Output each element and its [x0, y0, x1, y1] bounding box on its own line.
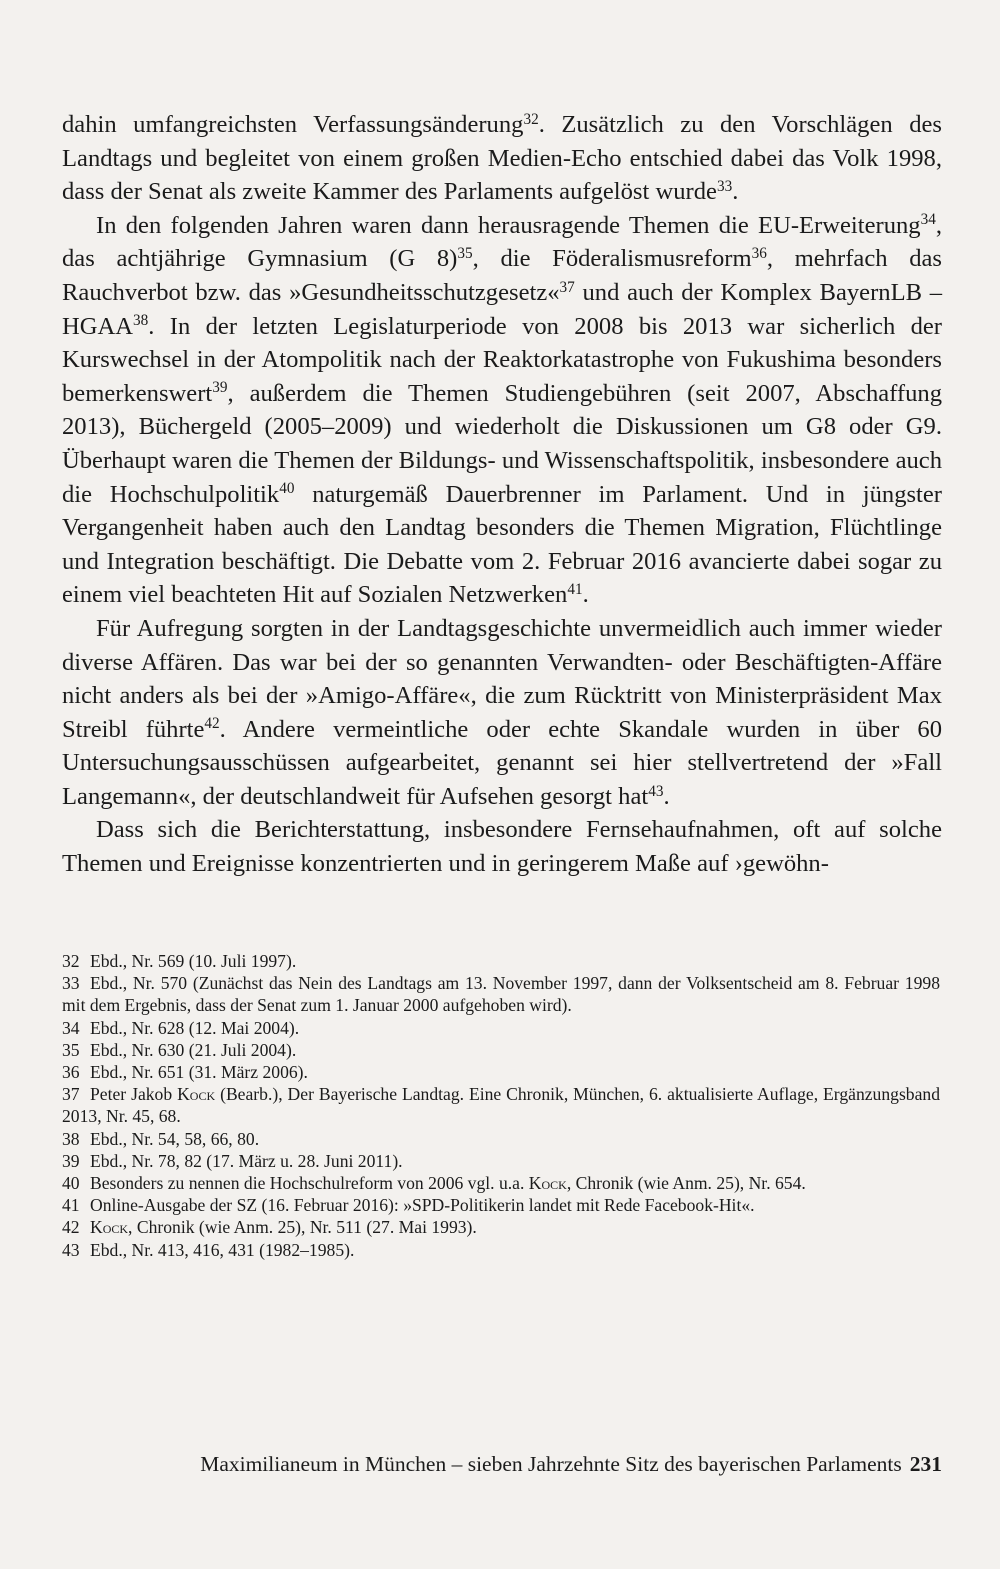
footnote-marker: 41: [567, 580, 583, 598]
text-run: . Zusätzlich zu den Vorschlägen des Landtags und begleitet von einem großen Medien-Echo entschied dabei das Volk 1998, dass der Senat als zweite Kammer des Parlaments aufgelöst wurde: [62, 111, 942, 206]
footnote-marker: 39: [212, 379, 228, 397]
footnote-number: 43: [62, 1239, 80, 1260]
text-run: Ebd., Nr. 78, 82 (17. März u. 28. Juni 2011).: [90, 1150, 403, 1171]
text-run: . In der letzten Legislaturperiode von 2008 bis 2013 war sicherlich der Kurswechsel in der Atompolitik nach der Reaktorkatastrophe von Fukushima besonders bemerkenswert: [62, 312, 942, 407]
footnote-number: 35: [62, 1039, 80, 1060]
footnote-marker: 33: [716, 177, 733, 195]
text-run: Ebd., Nr. 569 (10. Juli 1997).: [90, 951, 297, 971]
text-run: dahin umfangreichsten Verfassungsänderung: [62, 111, 524, 138]
author-name: Kock: [177, 1084, 216, 1105]
footnote: [62, 1239, 940, 1261]
footnote-marker: 43: [648, 782, 664, 800]
text-run: , Chronik (wie Anm. 25), Nr. 654.: [566, 1173, 806, 1194]
author-name: Kock: [90, 1217, 129, 1238]
text-run: Ebd., Nr. 570 (Zunächst das Nein des Landtags am 13. November 1997, dann der Volksentscheid am 8. Februar 1998 mit dem Ergebnis, dass der Senat zum 1. Januar 2000 aufgehoben wird).: [62, 973, 940, 1016]
text-run: In den folgenden Jahren waren dann herausragende Themen die EU-Erweiterung: [96, 211, 921, 239]
footnote: [62, 972, 940, 1016]
footnote-number: 36: [62, 1062, 80, 1083]
footnote-number: 38: [62, 1128, 80, 1149]
footnote-number: 40: [62, 1173, 80, 1194]
text-run: Ebd., Nr. 630 (21. Juli 2004).: [90, 1039, 297, 1060]
footnote-number: 39: [62, 1150, 80, 1171]
page-number: 231: [909, 1452, 942, 1476]
footnote-marker: 37: [559, 278, 575, 296]
footnote-number: 41: [62, 1195, 80, 1216]
page-footer: [62, 1452, 942, 1477]
footnote: [62, 1150, 940, 1172]
footnote: [62, 1039, 940, 1061]
page-body: [62, 108, 942, 881]
running-title: Maximilianeum in München – sieben Jahrzehnte Sitz des bayerischen Parlaments: [200, 1452, 902, 1476]
footnote-marker: 32: [523, 110, 539, 128]
text-run: und auch der Komplex BayernLB – HGAA: [62, 278, 943, 340]
footnote-number: 33: [62, 973, 80, 994]
paragraph: [62, 108, 942, 209]
footnote-marker: 42: [204, 715, 220, 733]
footnote: [62, 1128, 940, 1150]
footnote-number: 34: [62, 1017, 80, 1038]
text-run: , Chronik (wie Anm. 25), Nr. 511 (27. Mai 1993).: [128, 1217, 477, 1238]
footnote: [62, 1083, 940, 1127]
footnote-marker: 38: [133, 312, 149, 330]
text-run: , mehrfach das Rauchverbot bzw. das »Gesundheitsschutzgesetz«: [62, 245, 942, 306]
footnote: [62, 1061, 940, 1083]
footnote-marker: 40: [279, 480, 295, 498]
text-run: , außerdem die Themen Studiengebühren (seit 2007, Abschaffung 2013), Büchergeld (2005–2009) und wiederholt die Diskussionen um G8 oder G9. Überhaupt waren die Themen der Bildungs- und Wissenschaftspolitik, insbesondere auch die Hochschulpolitik: [62, 379, 942, 508]
footnote: [62, 1194, 940, 1216]
text-run: Für Aufregung sorgten in der Landtagsgeschichte unvermeidlich auch immer wieder diverse Affären. Das war bei der so genannten Verwandten- oder Beschäftigten-Affäre nicht anders als bei der »Amigo-Affäre«, die zum Rücktritt von Ministerpräsident Max Streibl führte: [62, 614, 942, 743]
footnote: [62, 1017, 940, 1039]
text-run: Ebd., Nr. 54, 58, 66, 80.: [90, 1128, 260, 1149]
paragraph: [62, 813, 942, 880]
text-run: Ebd., Nr. 651 (31. März 2006).: [90, 1062, 308, 1083]
footnote-marker: 35: [457, 245, 473, 262]
footnote-marker: 34: [920, 211, 936, 229]
text-run: .: [582, 581, 589, 609]
paragraph: [62, 209, 942, 612]
footnote-number: 32: [62, 951, 80, 971]
text-run: , das achtjährige Gymnasium (G 8): [62, 211, 942, 273]
text-run: (Bearb.), Der Bayerische Landtag. Eine Chronik, München, 6. aktualisierte Auflage, Ergänzungsband 2013, Nr. 45, 68.: [62, 1084, 940, 1127]
text-run: Dass sich die Berichterstattung, insbesondere Fernsehaufnahmen, oft auf solche Themen und Ereignisse konzentrierten und in geringerem Maße auf ›gewöhn-: [62, 816, 942, 878]
main-text: [62, 108, 942, 881]
text-run: Peter Jakob: [90, 1084, 178, 1105]
text-run: .: [663, 782, 670, 810]
text-run: .: [732, 178, 739, 206]
footnote-number: 37: [62, 1084, 80, 1105]
paragraph: [62, 612, 942, 814]
footnote: [62, 950, 940, 972]
footnote-number: 42: [62, 1217, 80, 1238]
footnote-marker: 36: [751, 245, 767, 262]
text-run: Ebd., Nr. 413, 416, 431 (1982–1985).: [90, 1239, 355, 1260]
text-run: Online-Ausgabe der SZ (16. Februar 2016): »SPD-Politikerin landet mit Rede Facebook-Hit«.: [90, 1195, 755, 1216]
footnote: [62, 1172, 940, 1194]
author-name: Kock: [528, 1173, 567, 1194]
text-run: Ebd., Nr. 628 (12. Mai 2004).: [90, 1017, 300, 1038]
footnotes: [62, 950, 940, 1261]
footnote: [62, 1216, 940, 1238]
text-run: naturgemäß Dauerbrenner im Parlament. Und in jüngster Vergangenheit haben auch den Landtag besonders die Themen Migration, Flüchtlinge und Integration beschäftigt. Die Debatte vom 2. Februar 2016 avancierte dabei sogar zu einem viel beachteten Hit auf Sozialen Netzwerken: [62, 480, 942, 609]
text-run: . Andere vermeintliche oder echte Skandale wurden in über 60 Untersuchungsausschüssen aufgearbeitet, genannt sei hier stellvertretend der »Fall Langemann«, der deutschlandweit für Aufsehen gesorgt hat: [62, 715, 942, 810]
text-run: , die Föderalismusreform: [472, 245, 752, 273]
text-run: Besonders zu nennen die Hochschulreform von 2006 vgl. u.a.: [90, 1173, 529, 1194]
